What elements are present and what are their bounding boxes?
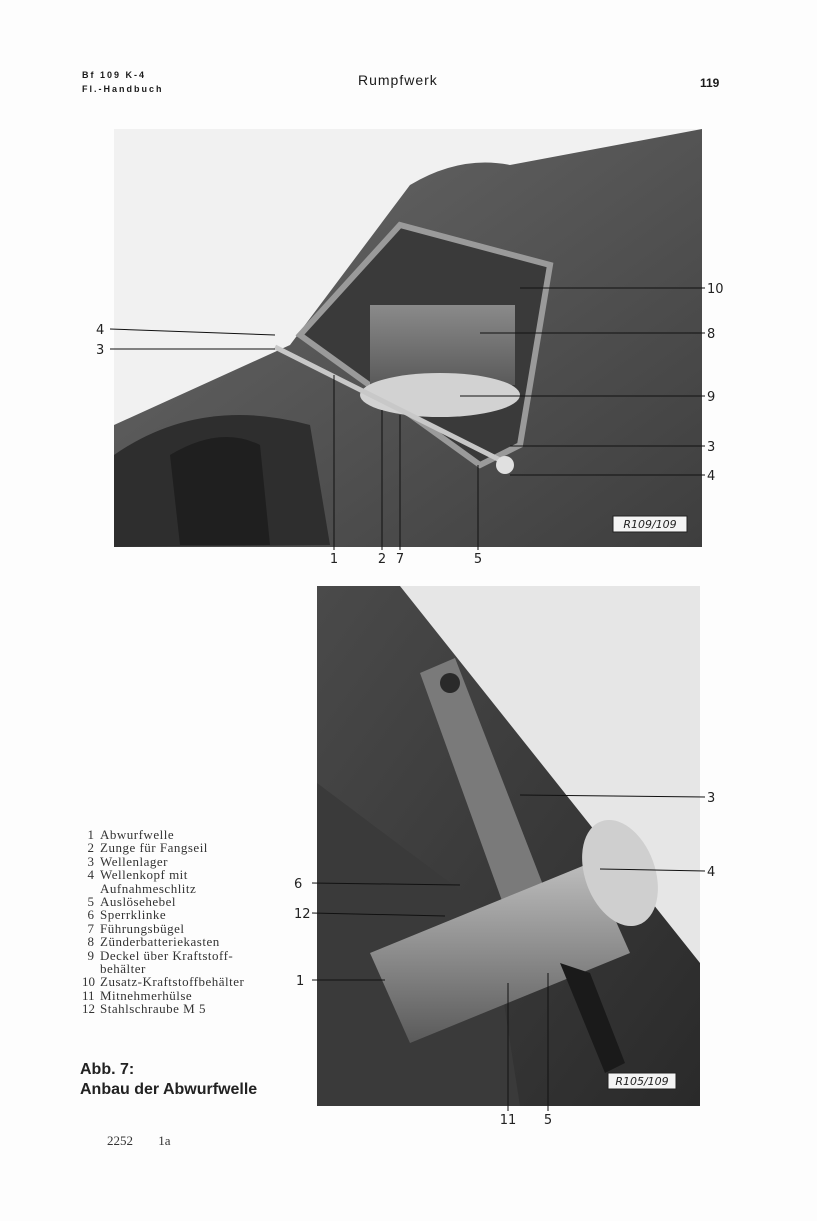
figure1-label-bottom: 5 [473, 552, 483, 567]
figure2-label-left: 6 [294, 877, 303, 892]
figure2-label-right: 3 [707, 791, 716, 806]
legend-item: 7 Führungsbügel [87, 920, 185, 936]
figure2-label-left: 1 [296, 974, 305, 989]
figure1-label-left: 4 [96, 323, 105, 338]
caption-title: Anbau der Abwurfwelle [80, 1081, 258, 1098]
legend-item: 6 Sperrklinke [87, 907, 167, 923]
figure1-label-right: 3 [707, 440, 716, 455]
legend-item: 2 Zunge für Fangseil [87, 840, 208, 856]
figure2-label-left: 12 [294, 907, 311, 922]
figure1-label-right: 4 [707, 469, 716, 484]
footer-code: 2252 [107, 1133, 133, 1148]
legend-item: 1 Abwurfwelle [87, 827, 175, 842]
legend-item: 3 Wellenlager [87, 853, 168, 869]
caption-number: Abb. 7: [80, 1061, 135, 1078]
legend-item: 5 Auslösehebel [87, 894, 177, 910]
figure1-label-left: 3 [96, 343, 105, 358]
footer-suffix: 1a [158, 1133, 171, 1148]
figure1-photo [80, 125, 740, 570]
parts-legend [82, 828, 312, 1016]
figure1-label-bottom: 2 [377, 552, 387, 567]
legend-item: 12 Stahlschraube M 5 [82, 1001, 206, 1017]
figure1-label-right: 9 [707, 390, 716, 405]
legend-item: 11 Mitnehmerhülse [82, 987, 193, 1003]
figure1-label-bottom: 1 [329, 552, 339, 567]
figure1-label-right: 8 [707, 327, 716, 342]
header-model-block [82, 68, 164, 96]
figure1-label-right: 10 [707, 282, 724, 297]
legend-item: 4 Wellenkopf mit Aufnahmeschlitz [87, 867, 197, 896]
legend-item: 9 Deckel über Kraftstoff- behälter [87, 947, 234, 977]
figure1-ref: R109/109 [623, 518, 677, 531]
page-title: Rumpfwerk [358, 72, 438, 88]
footer [107, 1133, 193, 1149]
figure2-label-bottom: 5 [543, 1113, 553, 1128]
page-number: 119 [700, 76, 720, 90]
figure2-label-right: 4 [707, 865, 716, 880]
legend-item: 8 Zünderbatteriekasten [87, 934, 220, 950]
header-manual: Fl.-Handbuch [82, 84, 164, 94]
legend-item: 10 Zusatz-Kraftstoffbehälter [82, 974, 245, 990]
figure1-label-bottom: 7 [395, 552, 405, 567]
header-model: Bf 109 K-4 [82, 70, 147, 80]
figure2-photo [290, 583, 740, 1128]
figure2-label-bottom: 11 [499, 1113, 517, 1128]
figure2-ref: R105/109 [615, 1075, 669, 1088]
figure-caption [80, 1060, 257, 1100]
